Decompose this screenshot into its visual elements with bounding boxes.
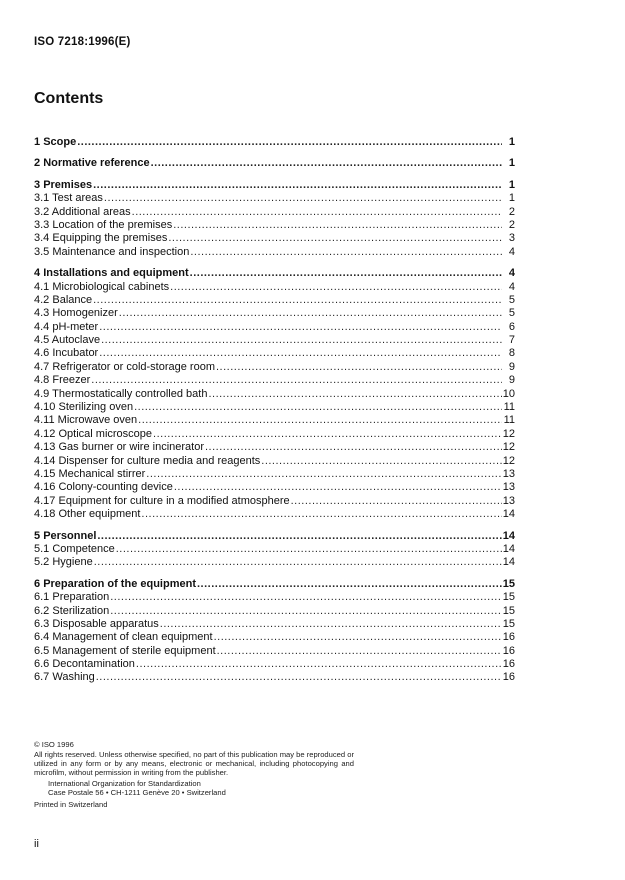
toc-entry-title: Hygiene — [52, 556, 93, 569]
toc-entry — [34, 206, 515, 219]
toc-entry-title: Location of the premises — [52, 218, 173, 231]
toc-entry-label — [34, 455, 260, 468]
toc-entry-title: Incubator — [52, 347, 99, 360]
toc-entry — [34, 388, 515, 401]
toc-entry-label — [34, 136, 76, 149]
dot-leader — [291, 495, 502, 508]
toc-page-number: 14 — [502, 508, 515, 521]
toc-page-number: 12 — [502, 441, 515, 454]
toc-entry-number: 4.8 — [34, 374, 50, 387]
toc-entry-number: 6.2 — [34, 604, 50, 617]
toc-entry-number: 4.5 — [34, 334, 50, 347]
page-number: ii — [34, 838, 39, 850]
toc-entry-number: 6 — [34, 577, 41, 590]
toc-entry — [34, 468, 515, 481]
dot-leader — [214, 631, 502, 644]
toc-entry-number: 6.6 — [34, 658, 50, 671]
toc-entry-number: 4.16 — [34, 481, 56, 494]
toc-entry-number: 3 — [34, 178, 41, 191]
dot-leader — [119, 307, 502, 320]
toc-page-number: 4 — [508, 280, 515, 293]
toc-entry-number: 6.3 — [34, 617, 50, 630]
toc-entry-title: Maintenance and inspection — [52, 245, 190, 258]
toc-page-number: 9 — [508, 374, 515, 387]
toc-page-number: 1 — [508, 157, 515, 170]
toc-entry-title: Decontamination — [52, 658, 135, 671]
toc-entry-number: 4.14 — [34, 454, 56, 467]
toc-entry-number: 6.1 — [34, 591, 50, 604]
dot-leader — [190, 267, 502, 280]
toc-page-number: 13 — [502, 481, 515, 494]
toc-section — [34, 267, 515, 521]
toc-page-number: 8 — [508, 347, 515, 360]
toc-entry-number: 3.1 — [34, 192, 50, 205]
toc-entry — [34, 481, 515, 494]
dot-leader — [93, 179, 502, 192]
toc-entry-label — [34, 192, 103, 205]
toc-entry — [34, 232, 515, 245]
toc-page-number: 14 — [502, 556, 515, 569]
toc-entry — [34, 347, 515, 360]
toc-entry — [34, 401, 515, 414]
toc-entry-title: Dispenser for culture media and reagents — [58, 454, 261, 467]
dot-leader — [101, 334, 502, 347]
toc-entry-title: Other equipment — [58, 508, 141, 521]
toc-entry-label — [34, 307, 118, 320]
toc-page-number: 15 — [502, 604, 515, 617]
toc-entry-number: 5 — [34, 529, 41, 542]
toc-section-heading — [34, 136, 515, 149]
dot-leader — [96, 671, 502, 684]
toc-entry-label — [34, 361, 215, 374]
toc-entry-label — [34, 441, 204, 454]
toc-entry-title: Washing — [52, 671, 95, 684]
toc-entry-number: 5.2 — [34, 556, 50, 569]
dot-leader — [173, 219, 502, 232]
copyright-notice — [34, 740, 354, 809]
toc-entry-title: Management of clean equipment — [52, 631, 213, 644]
toc-entry-label — [34, 556, 93, 569]
toc-entry-label — [34, 294, 92, 307]
toc-entry-title: Premises — [43, 178, 93, 191]
toc-entry-title: Gas burner or wire incinerator — [58, 441, 204, 454]
toc-entry — [34, 219, 515, 232]
toc-entry — [34, 495, 515, 508]
toc-entry — [34, 671, 515, 684]
toc-page-number: 5 — [508, 293, 515, 306]
toc-entry-number: 4.7 — [34, 360, 50, 373]
toc-entry-title: Preparation of the equipment — [43, 577, 196, 590]
toc-entry-number: 3.3 — [34, 218, 50, 231]
toc-entry-title: Disposable apparatus — [52, 617, 159, 630]
toc-entry-number: 6.5 — [34, 644, 50, 657]
toc-entry-label — [34, 671, 95, 684]
toc-entry — [34, 281, 515, 294]
toc-entry-title: Homogenizer — [52, 307, 118, 320]
toc-page-number: 6 — [508, 320, 515, 333]
toc-entry-label — [34, 618, 159, 631]
toc-page-number: 12 — [502, 427, 515, 440]
toc-entry-label — [34, 414, 137, 427]
toc-entry-title: Preparation — [52, 591, 110, 604]
toc-entry-number: 4.3 — [34, 307, 50, 320]
toc-entry-title: Thermostatically controlled bath — [52, 387, 208, 400]
toc-entry-title: Normative reference — [43, 157, 150, 170]
dot-leader — [97, 530, 501, 543]
dot-leader — [160, 618, 502, 631]
toc-entry-number: 4 — [34, 267, 41, 280]
toc-entry-title: Colony-counting device — [58, 481, 173, 494]
toc-page-number: 4 — [508, 267, 515, 280]
dot-leader — [261, 455, 501, 468]
toc-entry-title: Refrigerator or cold-storage room — [52, 360, 215, 373]
toc-entry-number: 4.1 — [34, 280, 50, 293]
toc-entry-label — [34, 605, 109, 618]
toc-entry-number: 2 — [34, 157, 41, 170]
toc-entry-number: 4.4 — [34, 320, 50, 333]
toc-section — [34, 136, 515, 149]
toc-entry-label — [34, 281, 169, 294]
toc-section — [34, 530, 515, 570]
toc-section — [34, 179, 515, 259]
toc-entry-number: 6.7 — [34, 671, 50, 684]
dot-leader — [99, 347, 502, 360]
dot-leader — [99, 321, 502, 334]
toc-entry-title: Management of sterile equipment — [52, 644, 216, 657]
dot-leader — [197, 578, 502, 591]
dot-leader — [141, 508, 501, 521]
dot-leader — [208, 388, 501, 401]
dot-leader — [77, 136, 502, 149]
toc-entry-label — [34, 157, 150, 170]
toc-page-number: 3 — [508, 232, 515, 245]
toc-section-heading — [34, 179, 515, 192]
toc-section-heading — [34, 157, 515, 170]
toc-entry-label — [34, 388, 207, 401]
toc-entry-label — [34, 495, 290, 508]
toc-entry-label — [34, 481, 173, 494]
toc-page-number: 1 — [508, 192, 515, 205]
dot-leader — [205, 441, 502, 454]
toc-page-number: 5 — [508, 307, 515, 320]
rights-statement: All rights reserved. Unless otherwise specified, no part of this publication may be reproduced or utilized in any form or by any means, electronic or mechanical, including photocopying and microfilm, without permission in writing from the publisher. — [34, 750, 354, 777]
toc-page-number: 1 — [508, 136, 515, 148]
toc-entry-label — [34, 578, 196, 591]
toc-entry-label — [34, 347, 98, 360]
toc-entry — [34, 591, 515, 604]
toc-entry-number: 3.4 — [34, 232, 50, 245]
toc-entry — [34, 294, 515, 307]
toc-entry — [34, 658, 515, 671]
toc-entry-label — [34, 374, 90, 387]
toc-entry-title: Scope — [43, 136, 77, 148]
toc-entry — [34, 246, 515, 259]
toc-entry-title: Mechanical stirrer — [58, 467, 146, 480]
toc-page-number: 16 — [502, 644, 515, 657]
toc-page-number: 2 — [508, 205, 515, 218]
toc-entry-title: Microwave oven — [57, 414, 138, 427]
dot-leader — [153, 428, 502, 441]
toc-entry-label — [34, 428, 152, 441]
dot-leader — [91, 374, 502, 387]
toc-page-number: 11 — [503, 401, 515, 414]
toc-entry-number: 1 — [34, 136, 41, 148]
toc-entry-number: 5.1 — [34, 542, 50, 555]
toc-entry-title: Sterilization — [52, 604, 110, 617]
toc-page-number: 15 — [502, 577, 515, 590]
toc-entry-label — [34, 334, 100, 347]
dot-leader — [174, 481, 502, 494]
dot-leader — [110, 605, 502, 618]
toc-page-number: 13 — [502, 494, 515, 507]
toc-entry-label — [34, 267, 189, 280]
toc-entry-label — [34, 658, 135, 671]
dot-leader — [136, 658, 502, 671]
toc-page-number: 7 — [508, 334, 515, 347]
toc-entry-title: Competence — [52, 542, 115, 555]
toc-page-number: 16 — [502, 658, 515, 671]
contents-heading: Contents — [34, 90, 104, 107]
toc-entry-label — [34, 631, 213, 644]
toc-section-heading — [34, 530, 515, 543]
toc-entry — [34, 455, 515, 468]
toc-page-number: 1 — [508, 178, 515, 191]
toc-entry — [34, 556, 515, 569]
toc-entry-label — [34, 508, 140, 521]
table-of-contents — [34, 136, 515, 693]
dot-leader — [146, 468, 501, 481]
toc-page-number: 15 — [502, 591, 515, 604]
toc-entry-title: Microbiological cabinets — [52, 280, 170, 293]
toc-entry-label — [34, 219, 172, 232]
toc-entry-label — [34, 591, 109, 604]
dot-leader — [94, 556, 502, 569]
toc-page-number: 14 — [502, 529, 515, 542]
toc-section — [34, 157, 515, 170]
toc-entry — [34, 192, 515, 205]
toc-page-number: 15 — [502, 617, 515, 630]
toc-entry-number: 3.2 — [34, 205, 50, 218]
toc-page-number: 16 — [502, 671, 515, 684]
toc-entry-title: Personnel — [43, 529, 97, 542]
dot-leader — [110, 591, 502, 604]
toc-entry-title: Equipment for culture in a modified atmosphere — [58, 494, 290, 507]
dot-leader — [190, 246, 502, 259]
toc-entry — [34, 374, 515, 387]
toc-entry-number: 4.10 — [34, 401, 56, 414]
toc-entry-number: 4.12 — [34, 427, 56, 440]
toc-entry — [34, 334, 515, 347]
toc-entry-number: 4.18 — [34, 508, 56, 521]
dot-leader — [151, 157, 502, 170]
dot-leader — [93, 294, 502, 307]
toc-entry — [34, 508, 515, 521]
toc-entry-label — [34, 468, 145, 481]
toc-entry — [34, 618, 515, 631]
toc-page-number: 9 — [508, 360, 515, 373]
toc-entry-title: Test areas — [52, 192, 103, 205]
toc-page-number: 2 — [508, 218, 515, 231]
toc-entry — [34, 361, 515, 374]
dot-leader — [217, 645, 502, 658]
toc-entry-label — [34, 206, 131, 219]
toc-page-number: 12 — [502, 454, 515, 467]
toc-section-heading — [34, 267, 515, 280]
dot-leader — [170, 281, 502, 294]
toc-entry — [34, 307, 515, 320]
toc-page-number: 14 — [502, 542, 515, 555]
toc-entry-number: 4.6 — [34, 347, 50, 360]
toc-entry-title: Freezer — [52, 374, 91, 387]
copyright-line: © ISO 1996 — [34, 740, 74, 749]
organization-address: Case Postale 56 • CH-1211 Genève 20 • Switzerland — [48, 788, 226, 797]
toc-entry-label — [34, 179, 92, 192]
toc-page-number: 10 — [502, 387, 515, 400]
toc-entry-title: Balance — [52, 293, 93, 306]
toc-entry-title: pH-meter — [52, 320, 99, 333]
toc-entry — [34, 543, 515, 556]
dot-leader — [138, 414, 502, 427]
toc-entry-number: 3.5 — [34, 245, 50, 258]
toc-entry-label — [34, 645, 216, 658]
toc-entry — [34, 441, 515, 454]
toc-entry — [34, 428, 515, 441]
printed-in: Printed in Switzerland — [34, 800, 108, 809]
toc-entry — [34, 631, 515, 644]
toc-entry-title: Installations and equipment — [43, 267, 189, 280]
toc-page-number: 11 — [503, 414, 515, 427]
dot-leader — [168, 232, 502, 245]
toc-section-heading — [34, 578, 515, 591]
toc-page-number: 13 — [502, 467, 515, 480]
toc-entry-title: Sterilizing oven — [58, 401, 134, 414]
toc-entry-title: Additional areas — [51, 205, 131, 218]
dot-leader — [134, 401, 502, 414]
toc-entry-label — [34, 401, 133, 414]
toc-entry — [34, 414, 515, 427]
toc-entry-label — [34, 232, 167, 245]
toc-entry-title: Optical microscope — [58, 427, 153, 440]
toc-section — [34, 578, 515, 685]
toc-entry-number: 4.17 — [34, 494, 56, 507]
toc-entry-number: 4.13 — [34, 441, 56, 454]
toc-entry-title: Equipping the premises — [52, 232, 168, 245]
toc-entry-number: 4.9 — [34, 387, 50, 400]
dot-leader — [216, 361, 502, 374]
document-id: ISO 7218:1996(E) — [34, 36, 131, 48]
toc-page-number: 16 — [502, 631, 515, 644]
toc-page-number: 4 — [508, 245, 515, 258]
toc-entry-number: 4.15 — [34, 467, 56, 480]
toc-entry-label — [34, 543, 115, 556]
toc-entry-label — [34, 321, 98, 334]
dot-leader — [104, 192, 502, 205]
toc-entry-number: 6.4 — [34, 631, 50, 644]
organization-name: International Organization for Standardization — [48, 779, 201, 788]
dot-leader — [132, 206, 502, 219]
toc-entry-label — [34, 530, 96, 543]
dot-leader — [116, 543, 502, 556]
toc-entry — [34, 605, 515, 618]
toc-entry-title: Autoclave — [51, 334, 101, 347]
toc-entry — [34, 321, 515, 334]
toc-entry — [34, 645, 515, 658]
toc-entry-label — [34, 246, 189, 259]
toc-entry-number: 4.11 — [34, 414, 55, 427]
toc-entry-number: 4.2 — [34, 293, 50, 306]
